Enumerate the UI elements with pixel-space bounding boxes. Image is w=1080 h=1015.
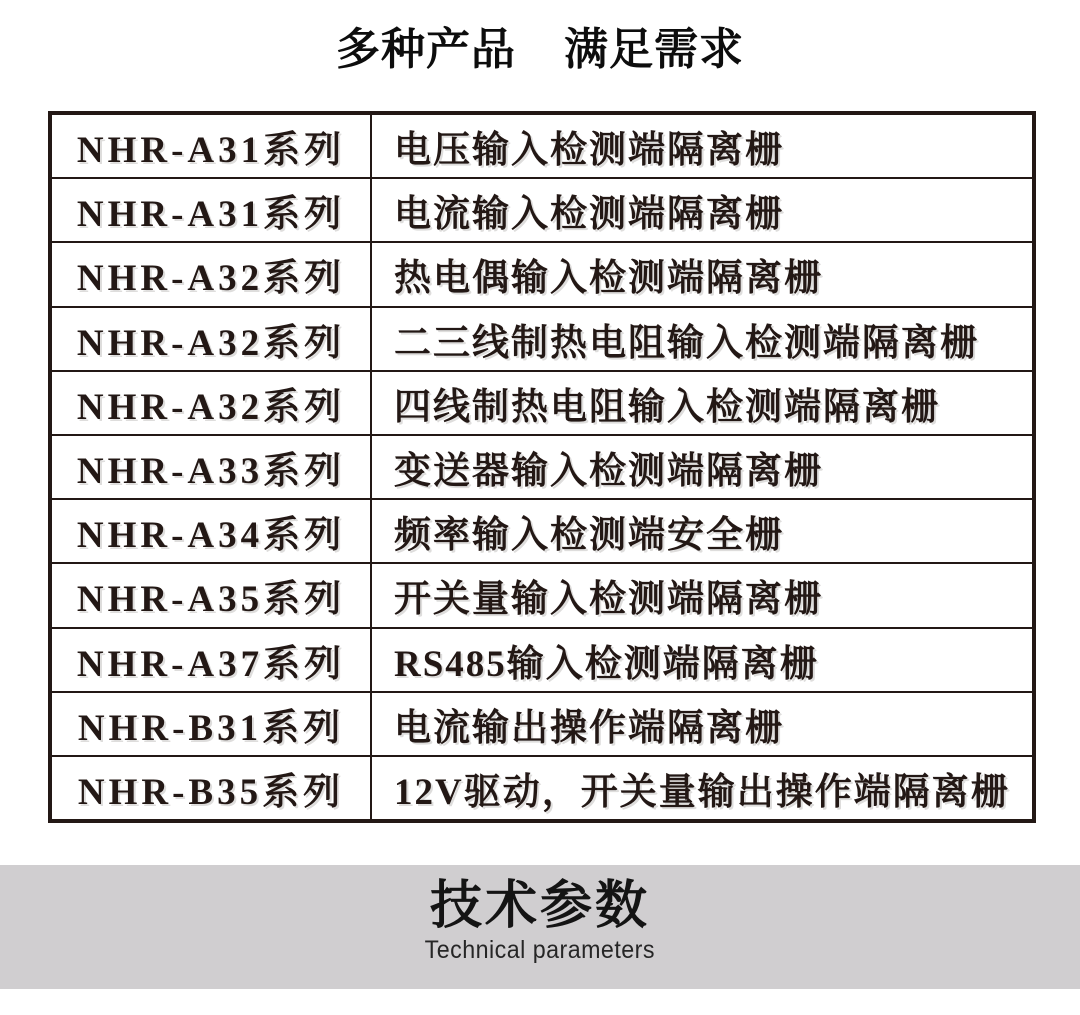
series-cell: NHR-B35系列 <box>52 757 372 819</box>
table-row <box>52 115 1032 177</box>
description-cell: 二三线制热电阻输入检测端隔离栅 <box>394 322 979 364</box>
series-cell: NHR-A32系列 <box>52 308 372 370</box>
description-cell: 频率输入检测端安全栅 <box>394 515 784 557</box>
series-cell: NHR-A32系列 <box>52 372 372 434</box>
table-row <box>52 627 1032 691</box>
series-cell: NHR-A31系列 <box>52 179 372 241</box>
technical-parameters-heading: 技术参数 <box>429 877 650 935</box>
technical-parameters-subheading: Technical parameters <box>424 935 656 964</box>
table-row <box>52 562 1032 626</box>
table-row <box>52 241 1032 305</box>
table-row <box>52 434 1032 498</box>
series-cell: NHR-A32系列 <box>52 243 372 305</box>
description-cell: 四线制热电阻输入检测端隔离栅 <box>394 386 940 428</box>
table-row <box>52 755 1032 819</box>
description-cell: 12V驱动，开关量输出操作端隔离栅 <box>394 771 1010 813</box>
description-cell: 电压输入检测端隔离栅 <box>394 130 784 172</box>
description-cell: 电流输入检测端隔离栅 <box>394 194 784 236</box>
series-cell: NHR-A31系列 <box>52 115 372 177</box>
series-cell: NHR-A35系列 <box>52 564 372 626</box>
page-title-part1: 多种产品 <box>336 25 516 74</box>
table-row <box>52 306 1032 370</box>
page-title-part2: 满足需求 <box>564 25 744 74</box>
series-cell: NHR-A34系列 <box>52 500 372 562</box>
table-row <box>52 177 1032 241</box>
table-row <box>52 691 1032 755</box>
technical-parameters-banner <box>0 865 1080 989</box>
series-cell: NHR-A37系列 <box>52 629 372 691</box>
product-series-table <box>48 111 1036 823</box>
table-row <box>52 370 1032 434</box>
series-cell: NHR-A33系列 <box>52 436 372 498</box>
table-row <box>52 498 1032 562</box>
series-cell: NHR-B31系列 <box>52 693 372 755</box>
description-cell: 开关量输入检测端隔离栅 <box>394 579 823 621</box>
description-cell: 热电偶输入检测端隔离栅 <box>394 258 823 300</box>
description-cell: 电流输出操作端隔离栅 <box>394 707 784 749</box>
page-title <box>0 24 1080 76</box>
description-cell: 变送器输入检测端隔离栅 <box>394 451 823 493</box>
description-cell: RS485输入检测端隔离栅 <box>394 643 819 685</box>
